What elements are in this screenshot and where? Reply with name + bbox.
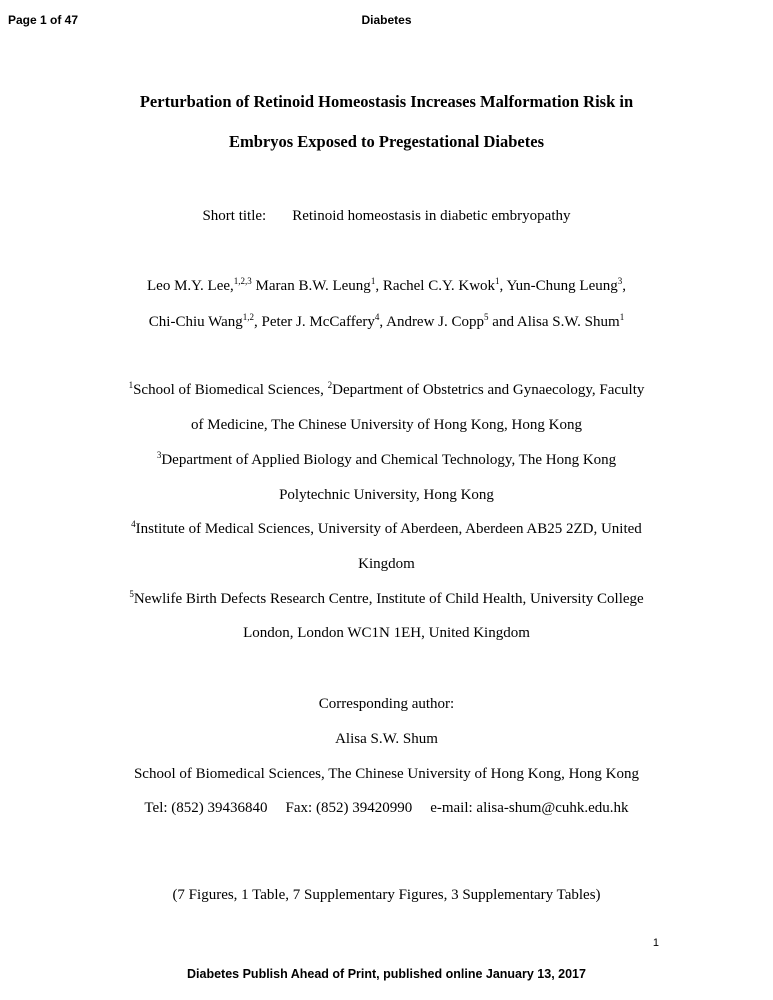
authors-line-2: Chi-Chiu Wang$^{1,2}$, Peter J. McCaffery$^4$, Andrew J. Copp$^5$ and Alisa S.W. Shum$^1$ xyxy=(148,312,625,330)
correspondence-contact xyxy=(0,798,773,818)
page-counter: Page 1 of 47 xyxy=(8,13,79,27)
short-title-label: Short title: xyxy=(202,208,267,224)
author-name: Chi-Chiu Wang xyxy=(148,314,243,330)
correspondence-name: Alisa S.W. Shum xyxy=(335,731,438,747)
authors-line-1: Leo M.Y. Lee,$^{1,2,3}$ Maran B.W. Leung$^1$, Rachel C.Y. Kwok$^1$, Yun-Chung Leung$^3$, xyxy=(147,276,626,294)
title-line-1: Perturbation of Retinoid Homeostasis Increases Malformation Risk in xyxy=(139,92,634,111)
email: e-mail: alisa-shum@cuhk.edu.hk xyxy=(430,800,629,816)
affiliation-number: 1 xyxy=(128,380,134,390)
author-name: Andrew J. Copp xyxy=(386,314,485,330)
author-name: Leo M.Y. Lee, xyxy=(147,278,234,294)
affiliation-number: 4 xyxy=(131,519,136,529)
correspondence-label: Corresponding author: xyxy=(318,696,455,712)
title-line-2: Embryos Exposed to Pregestational Diabetes xyxy=(228,132,544,151)
affiliation-text: Institute of Medical Sciences, University of Aberdeen, Aberdeen AB25 2ZD, United xyxy=(135,521,642,537)
affiliation-number: 2 xyxy=(327,380,333,390)
author-affiliation: 1,2,3 xyxy=(233,276,252,286)
publication-footer: Diabetes Publish Ahead of Print, published online January 13, 2017 xyxy=(187,967,586,981)
author-affiliation: 1 xyxy=(495,276,500,286)
affiliation-3-continued: Polytechnic University, Hong Kong xyxy=(279,487,494,503)
journal-name: Diabetes xyxy=(361,13,412,27)
author-name: Alisa S.W. Shum xyxy=(516,314,620,330)
affiliation-1-2 xyxy=(0,380,773,400)
affiliation-1-2-continued: of Medicine, The Chinese University of Hong Kong, Hong Kong xyxy=(191,417,582,433)
affiliation-text: School of Biomedical Sciences, xyxy=(133,382,324,398)
author-connector: and xyxy=(492,314,514,330)
author-name: Peter J. McCaffery xyxy=(261,314,375,330)
affiliation-number: 5 xyxy=(129,589,134,599)
affiliation-3 xyxy=(0,450,773,470)
figure-table-counts: (7 Figures, 1 Table, 7 Supplementary Figures, 3 Supplementary Tables) xyxy=(172,887,601,903)
author-name: Rachel C.Y. Kwok xyxy=(382,278,496,294)
affiliation-5 xyxy=(0,589,773,609)
affiliation-4-continued: Kingdom xyxy=(358,556,415,572)
short-title xyxy=(0,206,773,226)
author-affiliation: 1 xyxy=(370,276,376,286)
author-name: Maran B.W. Leung xyxy=(255,278,371,294)
correspondence-address: School of Biomedical Sciences, The Chinese University of Hong Kong, Hong Kong xyxy=(133,766,640,782)
affiliation-number: 3 xyxy=(156,450,162,460)
affiliation-5-continued: London, London WC1N 1EH, United Kingdom xyxy=(243,625,530,641)
affiliation-text: Newlife Birth Defects Research Centre, Institute of Child Health, University College xyxy=(133,591,644,607)
affiliation-4 xyxy=(0,519,773,539)
page-number: 1 xyxy=(652,937,659,949)
affiliation-text: Department of Obstetrics and Gynaecology, Faculty xyxy=(332,382,645,398)
author-affiliation: 1,2 xyxy=(242,312,254,322)
affiliation-text: Department of Applied Biology and Chemical Technology, The Hong Kong xyxy=(161,452,617,468)
telephone: Tel: (852) 39436840 xyxy=(144,800,268,816)
author-affiliation: 1 xyxy=(619,312,625,322)
author-affiliation: 5 xyxy=(484,312,489,322)
author-affiliation: 3 xyxy=(617,276,623,286)
fax: Fax: (852) 39420990 xyxy=(285,800,413,816)
short-title-text: Retinoid homeostasis in diabetic embryopathy xyxy=(292,208,571,224)
author-name: Yun-Chung Leung xyxy=(506,278,618,294)
author-affiliation: 4 xyxy=(374,312,380,322)
